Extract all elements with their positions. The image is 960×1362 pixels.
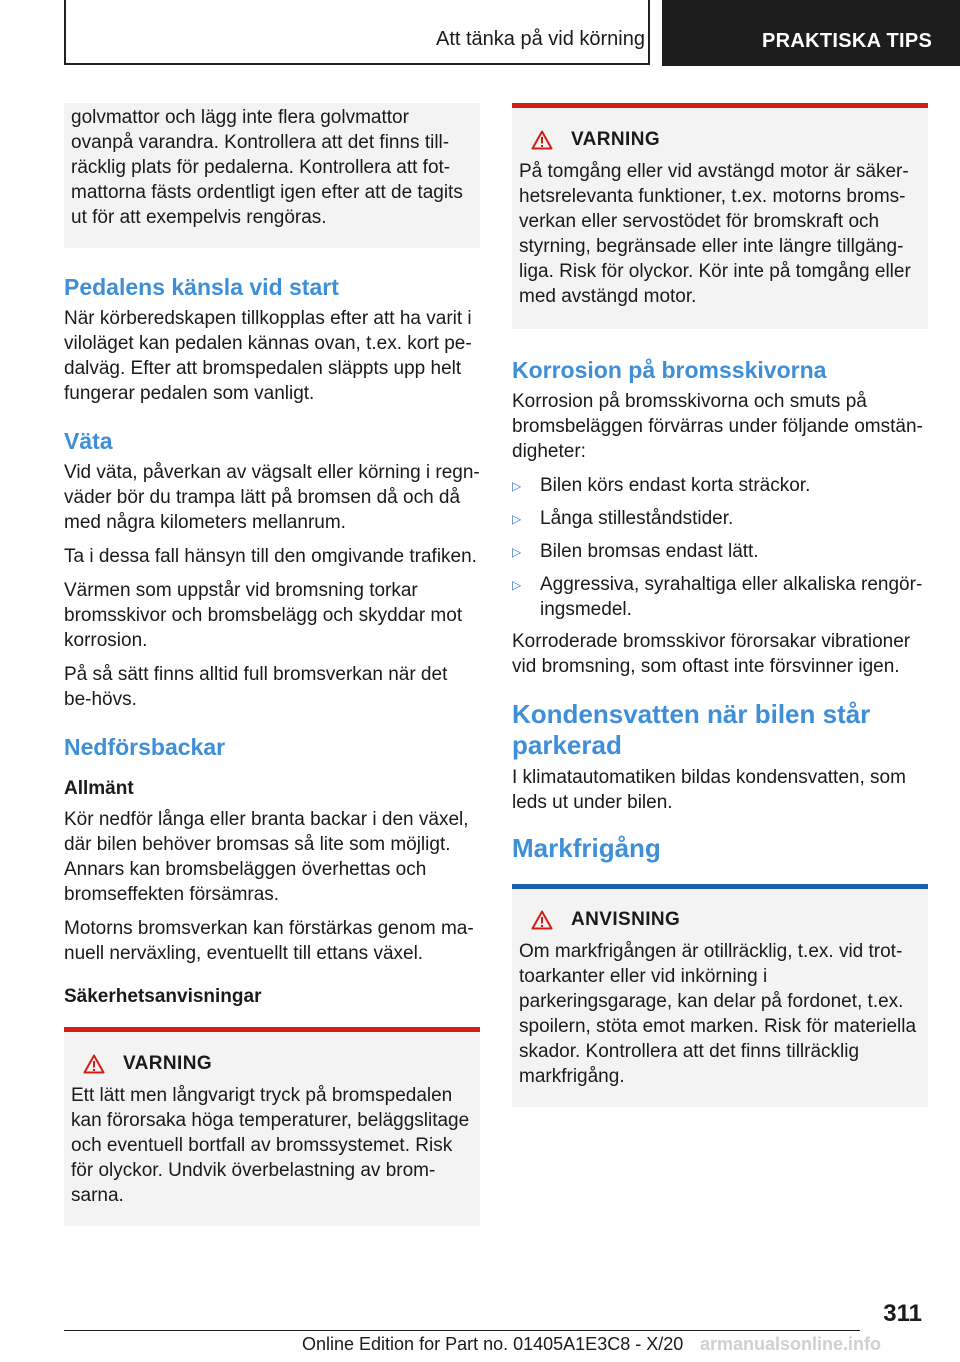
warning-triangle-icon [531, 130, 553, 150]
warning-title-text: VARNING [123, 1053, 213, 1074]
header-bottom-rule [64, 63, 650, 65]
section-title: Att tänka på vid körning [435, 28, 645, 50]
header-separator [648, 0, 650, 64]
warning-box-idle [512, 103, 928, 329]
footer-rule [64, 1330, 860, 1331]
list-item: ▷ Bilen bromsas endast lätt. [512, 539, 928, 565]
warning-box-brakes [64, 1027, 480, 1226]
triangle-bullet-icon: ▷ [512, 512, 522, 526]
corrosion-list [512, 473, 928, 622]
notice-title [531, 909, 921, 931]
pedal-text: När körberedskapen tillkopplas efter att ha varit i viloläget kan pedalen kännas ovan, t.ex. kort pe-dalväg. Efter att bromspedalen släppts upp helt fungerar pedalen som vanligt. [64, 308, 472, 404]
warning-text: Ett lätt men långvarigt tryck på bromspedalen kan förorsaka höga temperaturer, beläggslitage och eventuell bortfall av bromssystemet. Risk för olyckor. Undvik överbelastning av brom-sarna. [71, 1085, 470, 1206]
header-left-rule [64, 0, 66, 64]
warning-title-text: VARNING [571, 129, 661, 150]
general-paragraph-1: Kör nedför långa eller branta backar i den växel, där bilen behöver bromsas så lite som möjligt. Annars kan bromsbeläggen överhettas och bromseffekten försämras. [64, 809, 469, 905]
wet-paragraph-2: Ta i dessa fall hänsyn till den omgivande trafiken. [64, 546, 477, 567]
wet-paragraph-3: Värmen som uppstår vid bromsning torkar bromsskivor och bromsbelägg och skyddar mot korrosion. [64, 580, 463, 651]
triangle-bullet-icon: ▷ [512, 578, 522, 592]
notice-box [512, 884, 928, 1107]
list-item: ▷ Bilen körs endast korta sträckor. [512, 473, 928, 499]
wet-heading: Väta [64, 428, 113, 454]
condensation-text: I klimatautomatiken bildas kondensvatten, som leds ut under bilen. [512, 767, 906, 813]
list-item: ▷ Långa stilleståndstider. [512, 506, 928, 532]
triangle-bullet-icon: ▷ [512, 479, 522, 493]
intro-note-text: golvmattor och lägg inte flera golvmattor ovanpå varandra. Kontrollera att det finns till-räcklig plats för pedalerna. Kontrollera att fot-mattorna fästs ordentligt igen efter att de tagits ut för att exempelvis rengöras. [71, 107, 463, 228]
notice-title-text: ANVISNING [571, 909, 681, 930]
corrosion-intro: Korrosion på bromsskivorna och smuts på bromsbeläggen förvärras under följande omstän-digheter: [512, 391, 923, 462]
warning-title [531, 129, 921, 151]
downhill-heading: Nedförsbackar [64, 734, 226, 760]
corrosion-outro: Korroderade bromsskivor förorsakar vibrationer vid bromsning, som oftast inte försvinner igen. [512, 631, 911, 677]
corrosion-heading: Korrosion på bromsskivorna [512, 357, 827, 383]
warning-title [83, 1053, 473, 1075]
notice-triangle-icon [531, 910, 553, 930]
general-paragraph-2: Motorns bromsverkan kan förstärkas genom ma-nuell nerväxling, eventuellt till ettans växel. [64, 918, 474, 964]
pedal-heading: Pedalens känsla vid start [64, 274, 339, 300]
intro-note-box [64, 103, 480, 248]
safety-heading: Säkerhetsanvisningar [64, 986, 262, 1007]
warning-triangle-icon [83, 1054, 105, 1074]
warning-text: På tomgång eller vid avstängd motor är säker-hetsrelevanta funktioner, t.ex. motorns broms-verkan eller servostödet för bromskraft och styrning, begränsade eller inte längre tillgäng-liga. Risk för olyckor. Kör inte på tomgång eller med avstängd motor. [519, 161, 911, 307]
chapter-tab[interactable]: PRAKTISKA TIPS [662, 0, 960, 66]
general-heading: Allmänt [64, 778, 134, 799]
page-number: 311 [883, 1300, 922, 1327]
watermark-logo: armanualsonline.info [700, 1334, 882, 1354]
list-item: ▷ Aggressiva, syrahaltiga eller alkaliska rengör-ingsmedel. [512, 574, 923, 620]
edition-text: Online Edition for Part no. 01405A1E3C8 - X/20 [302, 1334, 684, 1354]
wet-paragraph-1: Vid väta, påverkan av vägsalt eller körning i regn-väder bör du trampa lätt på bromsen då och då med några kilometers mellanrum. [64, 462, 480, 533]
wet-paragraph-4: På så sätt finns alltid full bromsverkan när det be-hövs. [64, 664, 448, 710]
right-column [512, 103, 928, 1107]
notice-text: Om markfrigången är otillräcklig, t.ex. vid trot-toarkanter eller vid inkörning i parkeringsgarage, kan delar på fordonet, t.ex. spoilern, stöta emot marken. Risk för materiella skador. Kontrollera att det finns tillräcklig markfrigång. [519, 941, 917, 1087]
condensation-heading: Kondensvatten när bilen står parkerad [512, 699, 871, 760]
clearance-heading: Markfrigång [512, 833, 661, 863]
left-column [64, 103, 480, 1226]
triangle-bullet-icon: ▷ [512, 545, 522, 559]
